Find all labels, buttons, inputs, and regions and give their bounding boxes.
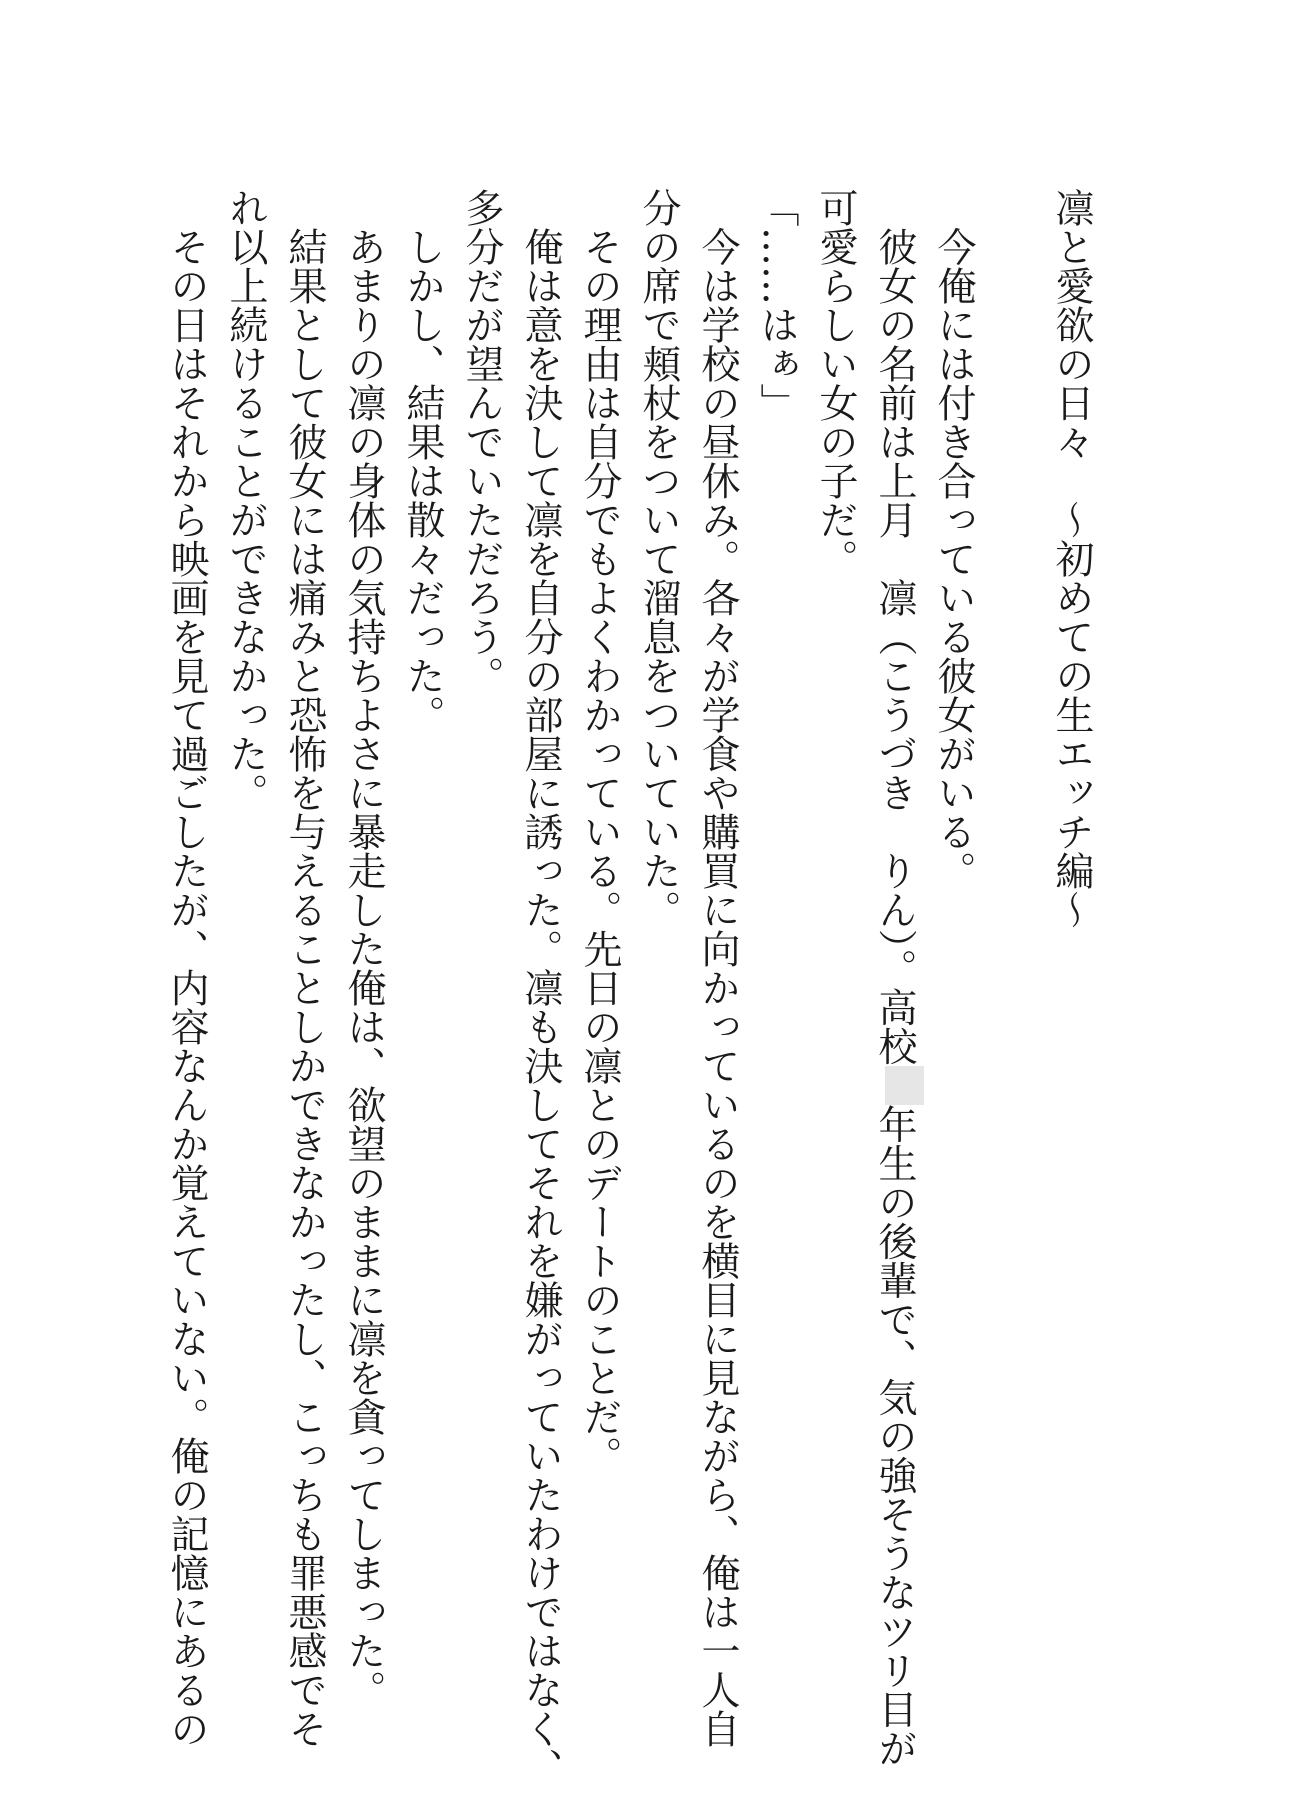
- text-line: あまりの凛の身体の気持ちよさに暴走した俺は、欲望のままに凛を貪ってしまった。: [341, 188, 386, 1709]
- text-segment: 年生の後輩で、気の強そうなツリ目が: [872, 1104, 917, 1768]
- text-line: しかし、結果は散々だった。: [400, 188, 445, 734]
- text-line: 分の席で頬杖をついて溜息をついていた。: [636, 188, 681, 929]
- chapter-title: 凛と愛欲の日々 ～初めての生エッチ編～: [1049, 188, 1094, 929]
- text-line: 可愛らしい女の子だ。: [813, 188, 858, 578]
- text-line: [865, 188, 924, 1768]
- redacted-block: [885, 1066, 924, 1105]
- text-line: れ以上続けることができなかった。: [223, 188, 268, 812]
- text-line: 今俺には付き合っている彼女がいる。: [931, 188, 976, 890]
- text-line: その理由は自分でもよくわかっている。先日の凛とのデートのことだ。: [577, 188, 622, 1475]
- text-line: 俺は意を決して凛を自分の部屋に誘った。凛も決してそれを嫌がっていたわけではなく、: [518, 188, 563, 1787]
- text-segment: 彼女の名前は上月 凛（こうづき りん）。高校: [872, 188, 917, 1066]
- text-line: 多分だが望んでいただろう。: [459, 188, 504, 695]
- text-line: 「……はぁ」: [754, 188, 799, 422]
- vertical-text-body: [157, 188, 1101, 1787]
- text-line: その日はそれから映画を見て過ごしたが、内容なんか覚えていない。俺の記憶にあるの: [164, 188, 209, 1748]
- text-line: 今は学校の昼休み。各々が学食や購買に向かっているのを横目に見ながら、俺は一人自: [695, 188, 740, 1748]
- text-line: 結果として彼女には痛みと恐怖を与えることしかできなかったし、こっちも罪悪感でそ: [282, 188, 327, 1748]
